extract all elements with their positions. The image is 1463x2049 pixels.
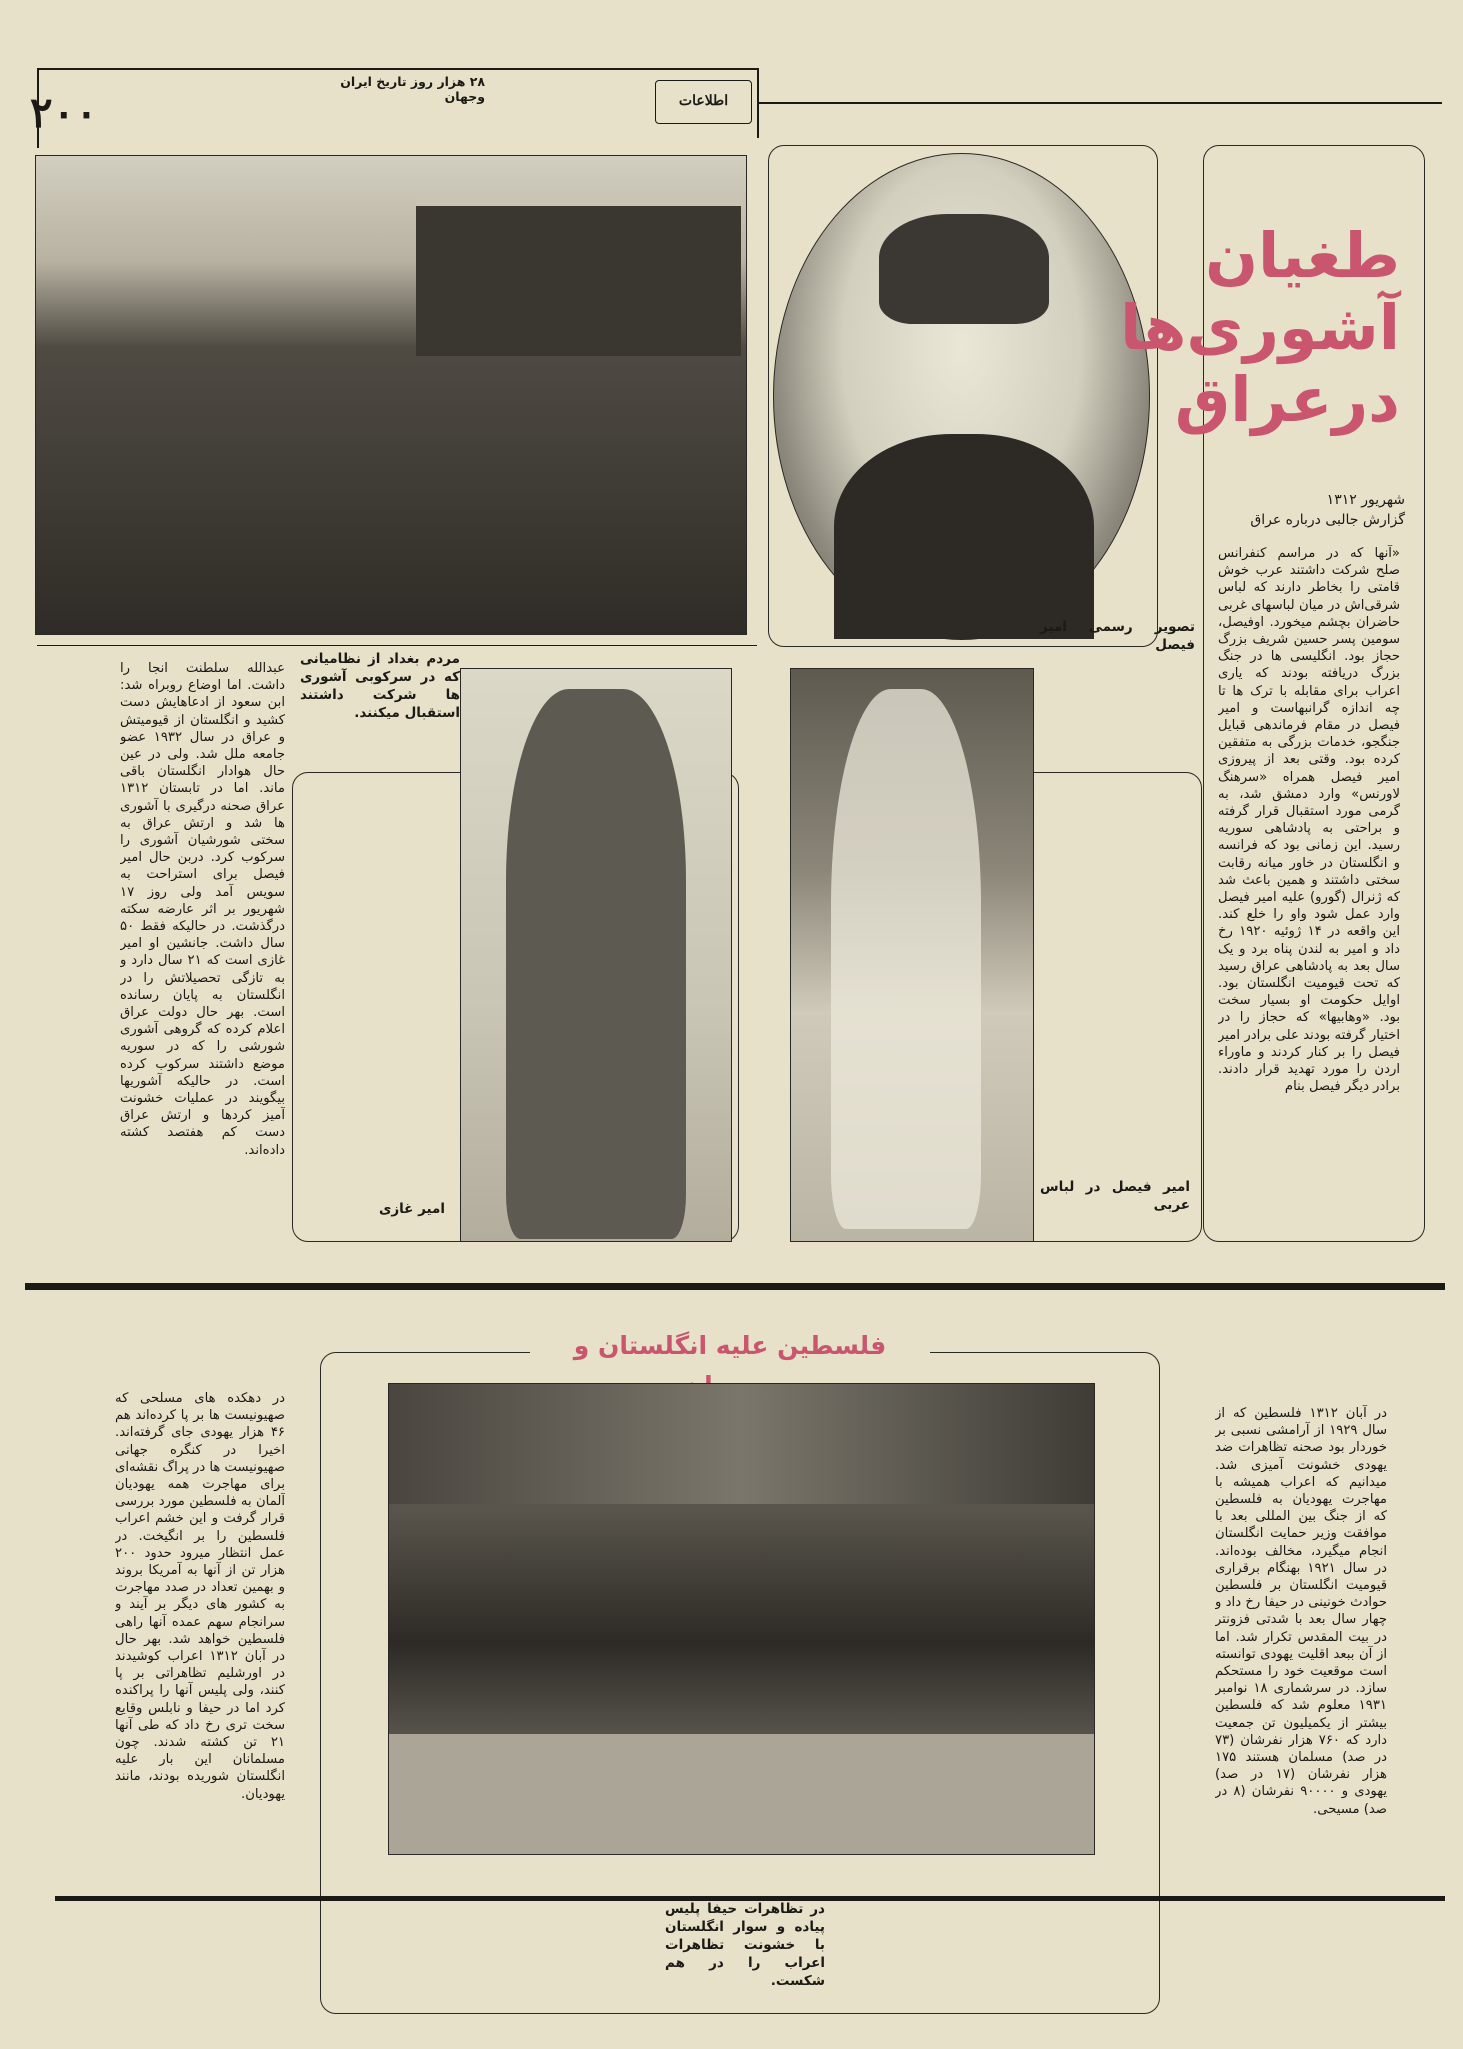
- header-rule-vertical: [757, 68, 759, 138]
- article-subtitle: گزارش جالبی درباره عراق: [1250, 512, 1405, 528]
- amir-ghazi-photo: [460, 668, 732, 1242]
- caption-arab-dress: امیر فیصل در لباس عربی: [1040, 1179, 1190, 1213]
- faisal-arab-dress-photo: [790, 668, 1034, 1242]
- grandstand-shape: [416, 196, 741, 356]
- haifa-protest-photo: [388, 1383, 1095, 1855]
- title-line-3: درعراق: [1174, 363, 1400, 436]
- caption-portrait: تصویر رسمی امیر فیصل: [1040, 619, 1195, 653]
- photo-divider: [37, 645, 757, 646]
- series-title: ۲۸ هزار روز تاریخ ایران وجهان: [340, 74, 485, 104]
- caption-ghazi: امیر غازی: [378, 1201, 445, 1217]
- buildings-shape: [389, 1384, 1094, 1504]
- uniform-shape: [506, 689, 686, 1239]
- title-line-2: آشوری‌ها: [1120, 291, 1400, 364]
- article-date: شهریور ۱۳۱۲: [1326, 492, 1405, 508]
- newspaper-logo: اطلاعات: [655, 80, 752, 124]
- faisal-portrait-oval: [773, 153, 1150, 640]
- article2-body-right: در آبان ۱۳۱۲ فلسطین که از سال ۱۹۲۹ از آرامشی نسبی بر خوردار بود صحنه تظاهرات ضد یهودی خشونت آمیزی شد. میدانیم که اعراب همیشه با مهاجرت یهودیان به فلسطین که از جنگ بین المللی بعد با موافقت وزیر حمایت انگلستان انجام میگیرد، مخالف بوده‌اند. در سال ۱۹۲۱ بهنگام برقراری قیومیت انگلستان بر فلسطین حوادث خونینی در حیفا رخ داد و چهار سال بعد با شدتی فزونتر در بیت المقدس تکرار شد. اما از آن ببعد اقلیت یهودی توانسته است موقعیت خود را مستحکم سازد. در سرشماری ۱۸ نوامبر ۱۹۳۱ معلوم شد که فلسطین بیشتر از یکمیلیون تن جمعیت دارد که ۷۶۰ هزار نفرشان (۷۳ در صد) مسلمان هستند ۱۷۵ هزار نفرشان (۱۷ در صد) یهودی و ۹۰۰۰۰ نفرشان (۸ در صد) مسیحی.: [1215, 1406, 1387, 1817]
- article-title: [1120, 219, 1400, 436]
- page-number: ۲۰۰: [30, 88, 98, 137]
- robe-shape: [831, 689, 981, 1229]
- article1-body: «آنها که در مراسم کنفرانس صلح شرکت داشتند عرب خوش قامتی را بخاطر دارند که لباس شرقی‌اش در میان لباسهای غربی حاضران بچشم میخورد. اوفیصل، سومین پسر حسین شریف بزرگ حجاز بود. انگلیسی ها در جنگ بزرگ دریافته بودند که یاری اعراب برای مقابله با ترک ها تا چه اندازه گرانبهاست و امیر فیصل در مقام فرماندهی قبایل جنگجو، خدمات بزرگی به متفقین کرده بود. وقتی بعد از پیروزی امیر فیصل همراه «سرهنگ لاورنس» وارد دمشق شد، به گرمی مورد استقبال قرار گرفته و براحتی به پادشاهی سوریه رسید. این زمانی بود که فرانسه و انگلستان در خاور میانه رقابت سختی داشتند و همین باعث شد که ژنرال (گورو) علیه امیر فیصل وارد عمل شود واو را خلع کند. این واقعه در ۱۴ ژوئیه ۱۹۲۰ رخ داد و امیر به لندن پناه برد و یک سال بعد به پادشاهی عراق رسید که تحت قیومیت انگلستان بود. اوایل حکومت او بسیار سخت بود. «وهابیها» که حجاز را در اختیار گرفته بودند علی برادر امیر فیصل را بر کنار کردند و ماوراء اردن را مورد تهدید قرار دادند. برادر دیگر فیصل بنام: [1218, 546, 1400, 1095]
- article2-body-left: در دهکده های مسلحی که صهیونیست ها بر پا کرده‌اند هم ۴۶ هزار یهودی جای گرفته‌اند. اخیرا در کنگره جهانی صهیونیست ها در پراگ نقشه‌ای برای مهاجرت همه یهودیان آلمان به فلسطین مورد بررسی قرار گرفت و این خشم اعراب فلسطین را بر انگیخت. در عمل انتظار میرود حدود ۲۰۰ هزار تن از آنها به آمریکا بروند و بهمین تعداد در صدد مهاجرت به کشور های دیگر بر آیند و سرانجام سهم عمده آنها راهی فلسطین خواهد شد. بهر حال در آبان ۱۳۱۲ اعراب کوشیدند در اورشلیم تظاهراتی بر پا کنند، ولی پلیس آنها را پراکنده کرد اما در حیفا و نابلس وقایع سخت تری رخ داد که طی آنها ۲۱ تن کشته شدند. چون مسلمانان این بار علیه انگلستان شوریده بودند، مانند یهودیان.: [115, 1391, 285, 1802]
- crowd-photo: [35, 155, 747, 635]
- street-shape: [389, 1734, 1094, 1854]
- palestine-caption: در تظاهرات حیفا پلیس پیاده و سوار انگلستان با خشونت تظاهرات اعراب را در هم شکست.: [665, 1901, 825, 1989]
- title-line-1: طغیان: [1205, 219, 1400, 292]
- article1-body-continued: عبدالله سلطنت انجا را داشت. اما اوضاع روبراه شد: ابن سعود از ادعاهایش دست کشید و انگلستان از قیومیتش و عراق در سال ۱۹۳۲ عضو جامعه ملل شد. ولی در عین حال هوادار انگلستان باقی ماند. اما در تابستان ۱۳۱۲ عراق صحنه درگیری با آشوری ها شد و ارتش عراق به سختی شورشیان آشوری را سرکوب کرد. دربن حال امیر فیصل برای استراحت به سویس آمد ولی روز ۱۷ شهریور بر اثر عارضه سکته درگذشت. در حالیکه فقط ۵۰ سال داشت. جانشین او امیر غازی است که ۲۱ سال دارد و به تازگی تحصیلاتش را در انگلستان به پایان رسانده است. بهر حال دولت عراق اعلام کرده که گروهی آشوری شورشی را که در سوریه موضع داشتند سرکوب کرده است. در حالیکه آشوریها بیگویند در عملیات خشونت آمیز کردها و ارتش عراق دست کم هفتصد کشته داده‌اند.: [120, 661, 285, 1158]
- coat-shape: [834, 434, 1094, 639]
- caption-crowd: مردم بغداد از نظامیانی که در سرکوبی آشوری ها شرکت داشتند استقبال میکنند.: [300, 651, 460, 721]
- header-rule-right: [757, 102, 1442, 104]
- header-rule-top: [37, 68, 757, 70]
- hat-shape: [879, 214, 1049, 324]
- section-separator: [25, 1283, 1445, 1290]
- bottom-rule: [55, 1896, 1445, 1901]
- palestine-title: فلسطین علیه انگلستان و: [530, 1326, 930, 1406]
